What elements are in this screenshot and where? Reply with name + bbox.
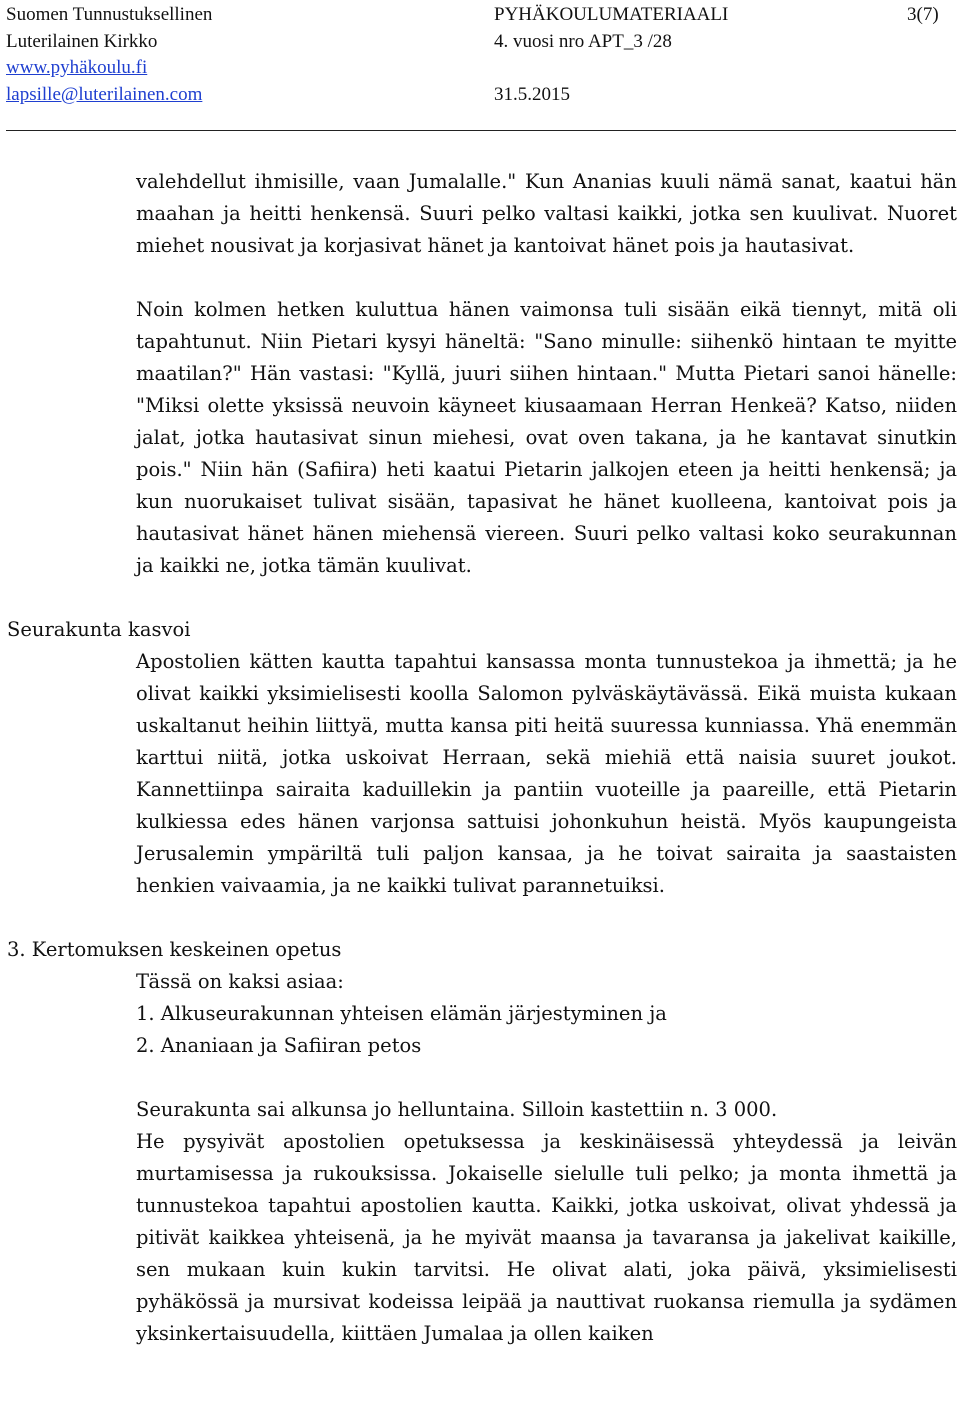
header-issue-number: 4. vuosi nro APT_3 /28 bbox=[494, 30, 672, 52]
section-title-seurakunta-kasvoi: Seurakunta kasvoi bbox=[7, 618, 191, 641]
header-org-name: Suomen Tunnustuksellinen bbox=[6, 4, 213, 25]
paragraph-early-church-life: He pysyivät apostolien opetuksessa ja keskinäisessä yhteydessä ja leivän murtamisessa ja rukouksissa. Jokaiselle sielulle tuli pelko; ja monta ihmettä ja tunnustekoa tapahtui apostolien kautta. Kaikki, jotka uskoivat, olivat yhdessä ja pitivät kaikkea yhteisenä, ja he myivät maansa ja tavaransa ja jakelivat kaikille, sen mukaan kuin kukin tarvitsi. He olivat alati, joka päivä, yksimielisesti pyhäkössä ja mursivat kodeissa leipää ja nauttivat ruokansa riemulla ja sydämen yksinkertaisuudella, kiittäen Jumalaa ja ollen kaiken bbox=[136, 1130, 957, 1345]
paragraph-ananias-death: valehdellut ihmisille, vaan Jumalalle." Kun Ananias kuuli nämä sanat, kaatui hän maahan ja heitti henkensä. Suuri pelko valtasi kaikki, jotka sen kuulivat. Nuoret miehet nousivat ja korjasivat hänet ja kantoivat hänet pois ja hautasivat. bbox=[136, 170, 957, 257]
section-title-keskeinen-opetus: 3. Kertomuksen keskeinen opetus bbox=[7, 938, 342, 961]
intro-text: Tässä on kaksi asiaa: bbox=[136, 970, 344, 993]
paragraph-safiira-death: Noin kolmen hetken kuluttua hänen vaimonsa tuli sisään eikä tiennyt, mitä oli tapahtunut. Niin Pietari kysyi häneltä: "Sano minulle: siihenkö hintaan te myitte maatilan?" Hän vastasi: "Kyllä, juuri siihen hintaan." Mutta Pietari sanoi hänelle: "Miksi olette yksissä neuvoin käyneet kiusaamaan Herran Henkeä? Katso, niiden jalat, jotka hautasivat sinun miehesi, ovat oven takana, ja he kantavat sinutkin pois." Niin hän (Safiira) heti kaatui Pietarin jalkojen eteen ja heitti henkensä; ja kun nuorukaiset tulivat sisään, tapasivat he hänet kuolleena, kantoivat pois ja hautasivat hänet hänen miehensä viereen. Suuri pelko valtasi koko seurakunnan ja kaikki ne, jotka tämän kuulivat. bbox=[136, 298, 957, 577]
paragraph-pentecost: Seurakunta sai alkunsa jo helluntaina. Silloin kastettiin n. 3 000. bbox=[136, 1098, 778, 1121]
list-item: 1. Alkuseurakunnan yhteisen elämän järjestyminen ja bbox=[136, 1002, 667, 1025]
header-divider bbox=[6, 130, 956, 131]
paragraph-spacer bbox=[0, 902, 960, 934]
header-organization bbox=[6, 2, 212, 108]
website-link[interactable]: www.pyhäkoulu.fi bbox=[6, 57, 148, 78]
header-org-name-line2: Luterilainen Kirkko bbox=[6, 30, 158, 52]
paragraph-spacer bbox=[0, 582, 960, 614]
paragraph-spacer bbox=[0, 262, 960, 294]
header-date: 31.5.2015 bbox=[494, 83, 570, 105]
header-blank-line bbox=[494, 55, 728, 82]
email-link[interactable]: lapsille@luterilainen.com bbox=[6, 83, 203, 105]
document-body bbox=[0, 166, 960, 1350]
page-number: 3(7) bbox=[907, 4, 939, 25]
header-page-number bbox=[907, 2, 939, 29]
header-document-info bbox=[494, 2, 728, 108]
paragraph-spacer bbox=[0, 1062, 960, 1094]
list-item: 2. Ananiaan ja Safiiran petos bbox=[136, 1034, 422, 1057]
page-header bbox=[6, 2, 956, 122]
paragraph-church-growth: Apostolien kätten kautta tapahtui kansassa monta tunnustekoa ja ihmettä; ja he olivat kaikki yksimielisesti koolla Salomon pylväskäytävässä. Eikä muista kukaan uskaltanut heihin liittyä, mutta kansa piti heitä suuressa kunniassa. Yhä enemmän karttui niitä, jotka uskoivat Herraan, sekä miehiä että naisia suuret joukot. Kannettiinpa sairaita kaduillekin ja pantiin vuoteille ja paareille, että Pietarin kulkiessa edes hänen varjonsa sattuisi johonkuhun heistä. Myös kaupungeista Jerusalemin ympäriltä tuli paljon kansaa, ja he toivat sairaita ja saastaisten henkien vaivaamia, ja ne kaikki tulivat parannetuiksi. bbox=[136, 650, 957, 897]
header-material-title: PYHÄKOULUMATERIAALI bbox=[494, 4, 729, 25]
